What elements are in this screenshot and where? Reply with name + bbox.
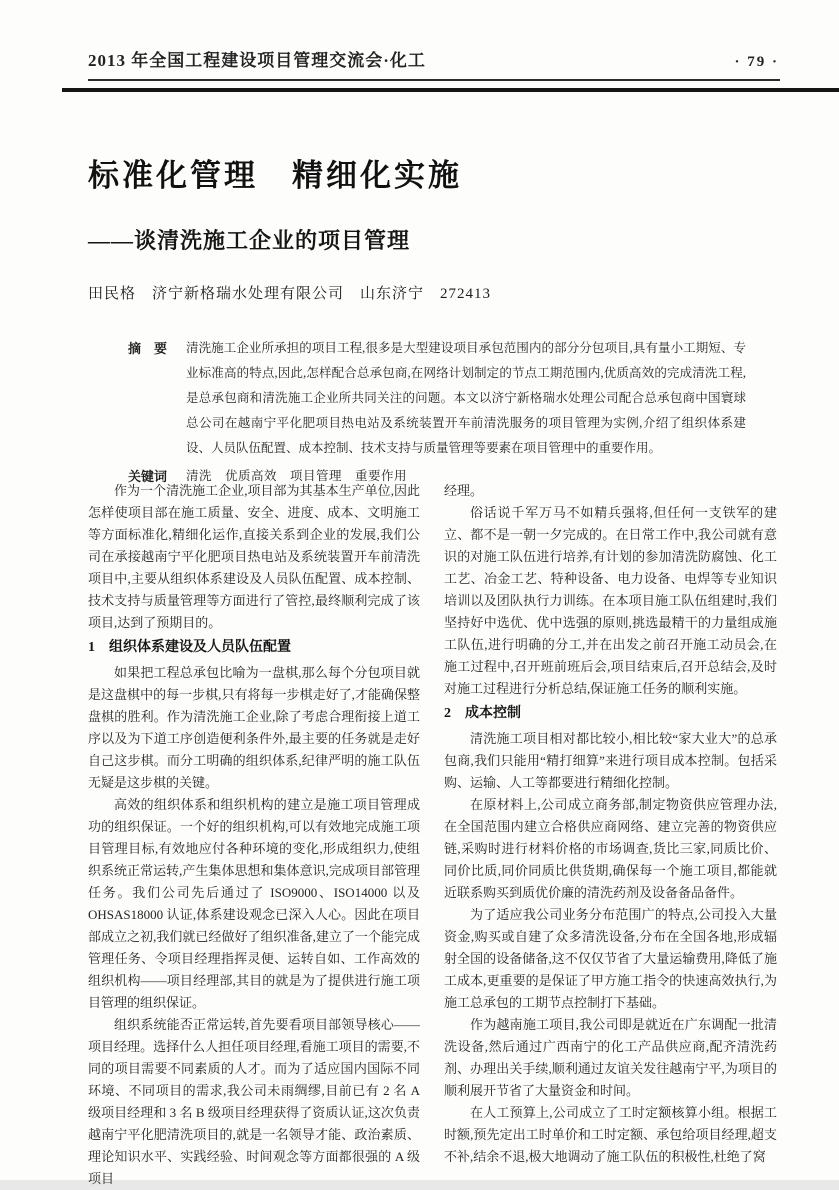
paper-subtitle: ——谈清洗施工企业的项目管理 [88, 228, 411, 253]
paragraph-continuation: 经理。 [444, 483, 484, 498]
abstract-row [128, 336, 746, 461]
paragraph: 如果把工程总承包比喻为一盘棋,那么每个分包项目就是这盘棋中的每一步棋,只有将每一步棋走好了,才能确保整盘棋的胜利。作为清洗施工企业,除了考虑合理衔接上道工序以及为下道工序创造便利条件外,最主要的任务就是走好自己这步棋。而分工明确的组织体系,纪律严明的施工队伍无疑是这步棋的关键。 [88, 665, 420, 790]
author-line: 田民格 济宁新格瑞水处理有限公司 山东济宁 272413 [88, 286, 492, 302]
keywords-label: 关键词 [128, 469, 168, 484]
abstract-label: 摘 要 [128, 341, 168, 356]
keywords-text: 清洗 优质高效 项目管理 重要作用 [186, 469, 408, 483]
paragraph: 作为越南施工项目,我公司即是就近在广东调配一批清洗设备,然后通过广西南宁的化工产品供应商,配齐清洗药剂、办理出关手续,顺利通过友谊关发往越南宁平,为项目的顺利展开节省了大量资金和时间。 [444, 1017, 777, 1098]
paragraph: 高效的组织体系和组织机构的建立是施工项目管理成功的组织保证。一个好的组织机构,可以有效地完成施工项目管理目标,有效地应付各种环境的变化,形成组织力,使组织系统正常运转,产生集体思想和集体意识,完成项目部管理任务。我们公司先后通过了 ISO9000、ISO14000 以及 OHSAS18000 认证,体系建设观念已深入人心。因此在项目部成立之初,我们就已经做好了组织准备,建立了一个能完成管理任务、令项目经理指挥灵便、运转自如、工作高效的组织机构——项目经理部,其目的就是为了提供进行施工项目管理的组织保证。 [88, 797, 420, 1010]
paragraph: 作为一个清洗施工企业,项目部为其基本生产单位,因此怎样使项目部在施工质量、安全、进度、成本、文明施工等方面标准化,精细化运作,直接关系到企业的发展,我们公司在承接越南宁平化肥项目热电站及系统装置开车前清洗项目中,主要从组织体系建设及人员队伍配置、成本控制、技术支持与质量管理等方面进行了管控,最终顺利完成了该项目,达到了预期目的。 [88, 483, 420, 630]
paragraph: 清洗施工项目相对都比较小,相比较“家大业大”的总承包商,我们只能用“精打细算”来进行项目成本控制。包括采购、运输、人工等都要进行精细化控制。 [444, 731, 777, 790]
header-rule-thick [62, 88, 839, 92]
abstract-text: 清洗施工企业所承担的项目工程,很多是大型建设项目承包范围内的部分分包项目,具有量小工期短、专业标准高的特点,因此,怎样配合总承包商,在网络计划制定的节点工期范围内,优质高效的完成清洗工程,是总承包商和清洗施工企业所共同关注的问题。本文以济宁新格瑞水处理公司配合总承包商中国寰球总公司在越南宁平化肥项目热电站及系统装置开车前清洗服务的项目管理为实例,介绍了组织体系建设、人员队伍配置、成本控制、技术支持与质量管理等要素在项目管理中的重要作用。 [186, 341, 746, 455]
paragraph: 为了适应我公司业务分布范围广的特点,公司投入大量资金,购买或自建了众多清洗设备,分布在全国各地,形成辐射全国的设备储备,这不仅仅节省了大量运输费用,降低了施工成本,更重要的是保证了甲方施工指令的快速高效执行,为施工总承包的工期节点控制打下基础。 [444, 907, 777, 1010]
abstract-section [128, 336, 746, 489]
paper-title: 标准化管理 精细化实施 [88, 158, 462, 193]
paragraph: 组织系统能否正常运转,首先要看项目部领导核心——项目经理。选择什么人担任项目经理,看施工项目的需要,不同的项目需要不同素质的人才。而为了适应国内国际不同环境、不同项目的需求,我公司未雨绸缪,目前已有 2 名 A 级项目经理和 3 名 B 级项目经理获得了资质认证,这次负责越南宁平化肥清洗项目的,就是一名领导才能、政治素质、理论知识水平、实践经验、时间观念等方面都很强的 A 级项目 [88, 1017, 420, 1186]
paragraph: 俗话说千军万马不如精兵强将,但任何一支铁军的建立、都不是一朝一夕完成的。在日常工作中,我公司就有意识的对施工队伍进行培养,有计划的参加清洗防腐蚀、化工工艺、冶金工艺、特种设备、电力设备、电焊等专业知识培训以及团队执行力训练。在本项目施工队伍组建时,我们坚持好中选优、优中选强的原则,挑选最精干的力量组成施工队伍,进行明确的分工,并在出发之前召开施工动员会,在施工过程中,召开班前班后会,项目结束后,召开总结会,及时对施工过程进行分析总结,保证施工任务的顺利实施。 [444, 505, 777, 696]
page-number: · 79 · [734, 54, 779, 70]
section-heading-2: 2 成本控制 [444, 706, 521, 721]
body-columns [88, 480, 777, 1186]
paragraph: 在原材料上,公司成立商务部,制定物资供应管理办法,在全国范围内建立合格供应商网络、建立完善的物资供应链,采购时进行材料价格的市场调查,货比三家,同质比价、同价比质,同价同质比供货期,确保每一个施工项目,都能就近联系购买到质优价廉的清洗药剂及设备备品备件。 [444, 797, 777, 900]
section-heading-1: 1 组织体系建设及人员队伍配置 [88, 640, 291, 655]
left-column [88, 480, 420, 1186]
right-column [444, 480, 777, 1164]
conference-name: 2013 年全国工程建设项目管理交流会·化工 [88, 51, 426, 70]
paragraph: 在人工预算上,公司成立了工时定额核算小组。根据工时额,预先定出工时单价和工时定额、承包给项目经理,超支不补,结余不退,极大地调动了施工队伍的积极性,杜绝了窝 [444, 1105, 777, 1164]
page-header [88, 46, 779, 71]
header-rule-thin [88, 79, 780, 81]
